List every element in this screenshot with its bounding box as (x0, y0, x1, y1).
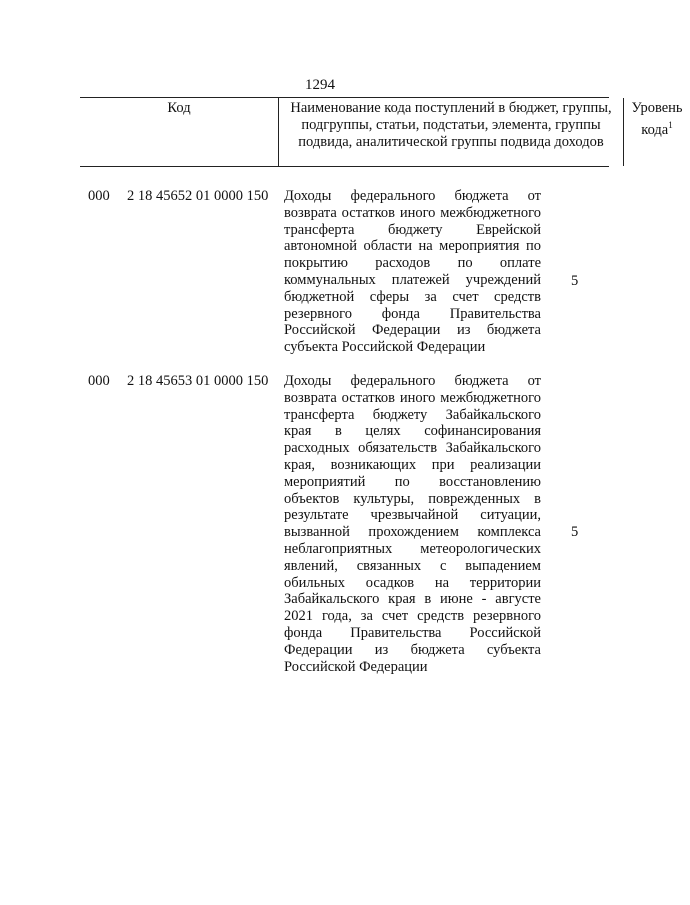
header-level (624, 98, 690, 166)
row-prefix: 000 (88, 188, 110, 204)
row-level: 5 (571, 524, 579, 540)
page-number: 1294 (305, 77, 335, 93)
row-level: 5 (571, 273, 579, 289)
row-description: Доходы федерального бюджета от возврата остатков иного межбюджетного трансферта бюджету Забайкальского края в целях софинансирования расходных обязательств Забайкальского края, возникающих при реализации мероприятий по восстановлению объектов культуры, поврежденных в результате чрезвычайной ситуации, вызванной прохождением комплекса неблагоприятных метеорологических явлений, связанных с выпадением обильных осадков на территории Забайкальского края в июне - августе 2021 года, за счет средств резервного фонда Правительства Российской Федерации из бюджета субъекта Российской Федерации (284, 373, 541, 675)
footnote-marker: 1 (668, 120, 673, 130)
header-name (278, 98, 624, 166)
row-prefix: 000 (88, 373, 110, 389)
row-description: Доходы федерального бюджета от возврата остатков иного межбюджетного трансферта бюджету Еврейской автономной области на мероприятия по покрытию расходов по оплате коммунальных платежей учреждений бюджетной сферы за счет средств резервного фонда Правительства Российской Федерации из бюджета субъекта Российской Федерации (284, 188, 541, 356)
header-code-label: Код (167, 100, 191, 116)
table-header (80, 97, 683, 167)
header-name-label: Наименование кода поступлений в бюджет, группы, подгруппы, статьи, подстатьи, элемента, группы подвида, аналитической группы подвида доходов (290, 100, 612, 150)
header-code (80, 98, 278, 166)
row-code: 2 18 45652 01 0000 150 (127, 188, 269, 204)
row-code: 2 18 45653 01 0000 150 (127, 373, 269, 389)
header-level-label: Уровень кода (631, 100, 683, 138)
